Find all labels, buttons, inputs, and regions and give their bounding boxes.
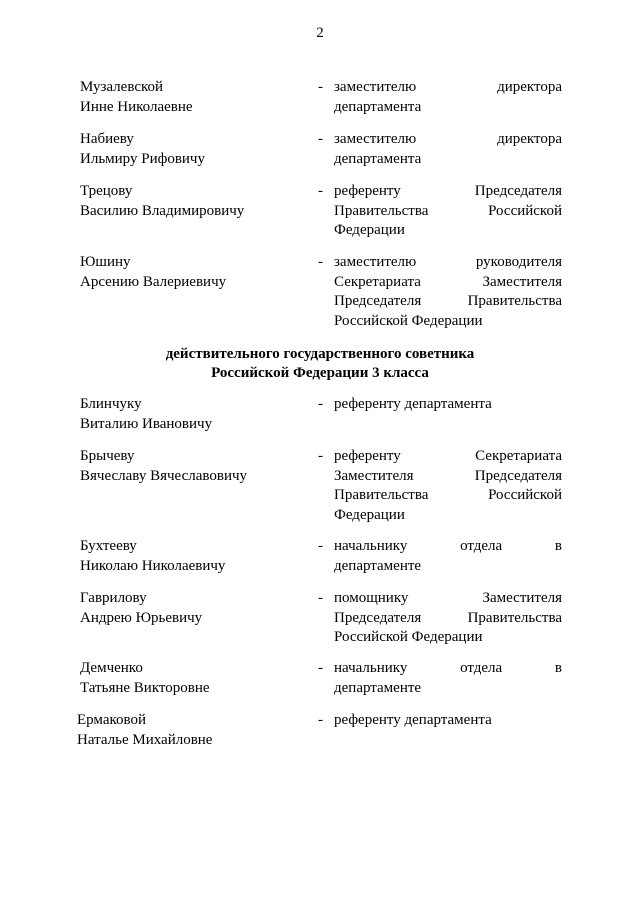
section-heading-line: Российской Федерации 3 класса — [211, 365, 429, 381]
person-name — [80, 78, 305, 117]
given-names: Инне Николаевне — [80, 98, 193, 115]
position-line: Правительства Российской — [334, 487, 562, 503]
position-line: референту департамента — [334, 396, 492, 412]
surname: Гаврилову — [80, 590, 147, 606]
person-name — [77, 711, 302, 750]
position-line: заместителю руководителя — [334, 254, 562, 270]
dash: - — [318, 712, 323, 728]
surname: Трецову — [80, 183, 133, 199]
dash: - — [318, 254, 323, 270]
position-title — [334, 253, 562, 331]
given-names: Василию Владимировичу — [80, 202, 245, 219]
given-names: Наталье Михайловне — [77, 731, 213, 748]
surname: Блинчуку — [80, 396, 142, 412]
position-line: департаменте — [334, 557, 422, 574]
given-names: Вячеславу Вячеславовичу — [80, 467, 248, 484]
section-heading — [0, 345, 640, 383]
given-names: Виталию Ивановичу — [80, 415, 213, 432]
position-line: Заместителя Председателя — [334, 467, 562, 484]
position-line: Председателя Правительства — [334, 293, 562, 309]
position-title — [334, 182, 562, 241]
position-line: Правительства Российской — [334, 202, 562, 219]
position-line: начальнику отдела в — [334, 538, 562, 554]
dash: - — [318, 396, 323, 412]
position-title — [334, 711, 562, 731]
surname: Брычеву — [80, 448, 135, 464]
given-names: Арсению Валериевичу — [80, 273, 227, 290]
position-title — [334, 659, 562, 698]
person-name — [80, 537, 305, 576]
surname: Музалевской — [80, 79, 164, 95]
position-line: референту Председателя — [334, 183, 562, 199]
position-title — [334, 395, 562, 415]
position-line: Российской Федерации — [334, 312, 483, 329]
given-names: Ильмиру Рифовичу — [80, 150, 205, 167]
person-name — [80, 253, 305, 292]
dash: - — [318, 538, 323, 554]
position-title — [334, 447, 562, 525]
position-line: заместителю директора — [334, 79, 562, 95]
dash: - — [318, 448, 323, 464]
person-name — [80, 659, 305, 698]
dash: - — [318, 183, 323, 199]
surname: Юшину — [80, 254, 131, 270]
position-title — [334, 130, 562, 169]
position-line: Федерации — [334, 222, 405, 238]
section-heading-line: действительного государственного советника — [165, 346, 475, 362]
person-name — [80, 589, 305, 628]
dash: - — [318, 131, 323, 147]
position-line: Председателя Правительства — [334, 609, 562, 626]
person-name — [80, 182, 305, 221]
dash: - — [318, 660, 323, 676]
position-line: департаменте — [334, 679, 422, 696]
position-line: Федерации — [334, 506, 405, 523]
given-names: Андрею Юрьевичу — [80, 609, 203, 626]
position-line: начальнику отдела в — [334, 660, 562, 676]
dash: - — [318, 79, 323, 95]
person-name — [80, 447, 305, 486]
given-names: Татьяне Викторовне — [80, 679, 210, 696]
page-number: 2 — [316, 25, 324, 41]
person-name — [80, 130, 305, 169]
position-line: Секретариата Заместителя — [334, 273, 562, 290]
position-title — [334, 78, 562, 117]
position-line: референту Секретариата — [334, 448, 562, 464]
surname: Ермаковой — [77, 712, 147, 728]
surname: Набиеву — [80, 131, 134, 147]
position-title — [334, 537, 562, 576]
position-line: департамента — [334, 150, 422, 167]
position-line: департамента — [334, 98, 422, 115]
position-line: заместителю директора — [334, 131, 562, 147]
surname: Демченко — [80, 660, 143, 676]
position-line: помощнику Заместителя — [334, 590, 562, 606]
given-names: Николаю Николаевичу — [80, 557, 226, 574]
person-name — [80, 395, 305, 434]
position-title — [334, 589, 562, 648]
position-line: референту департамента — [334, 712, 492, 728]
dash: - — [318, 590, 323, 606]
surname: Бухтееву — [80, 538, 137, 554]
position-line: Российской Федерации — [334, 629, 483, 645]
